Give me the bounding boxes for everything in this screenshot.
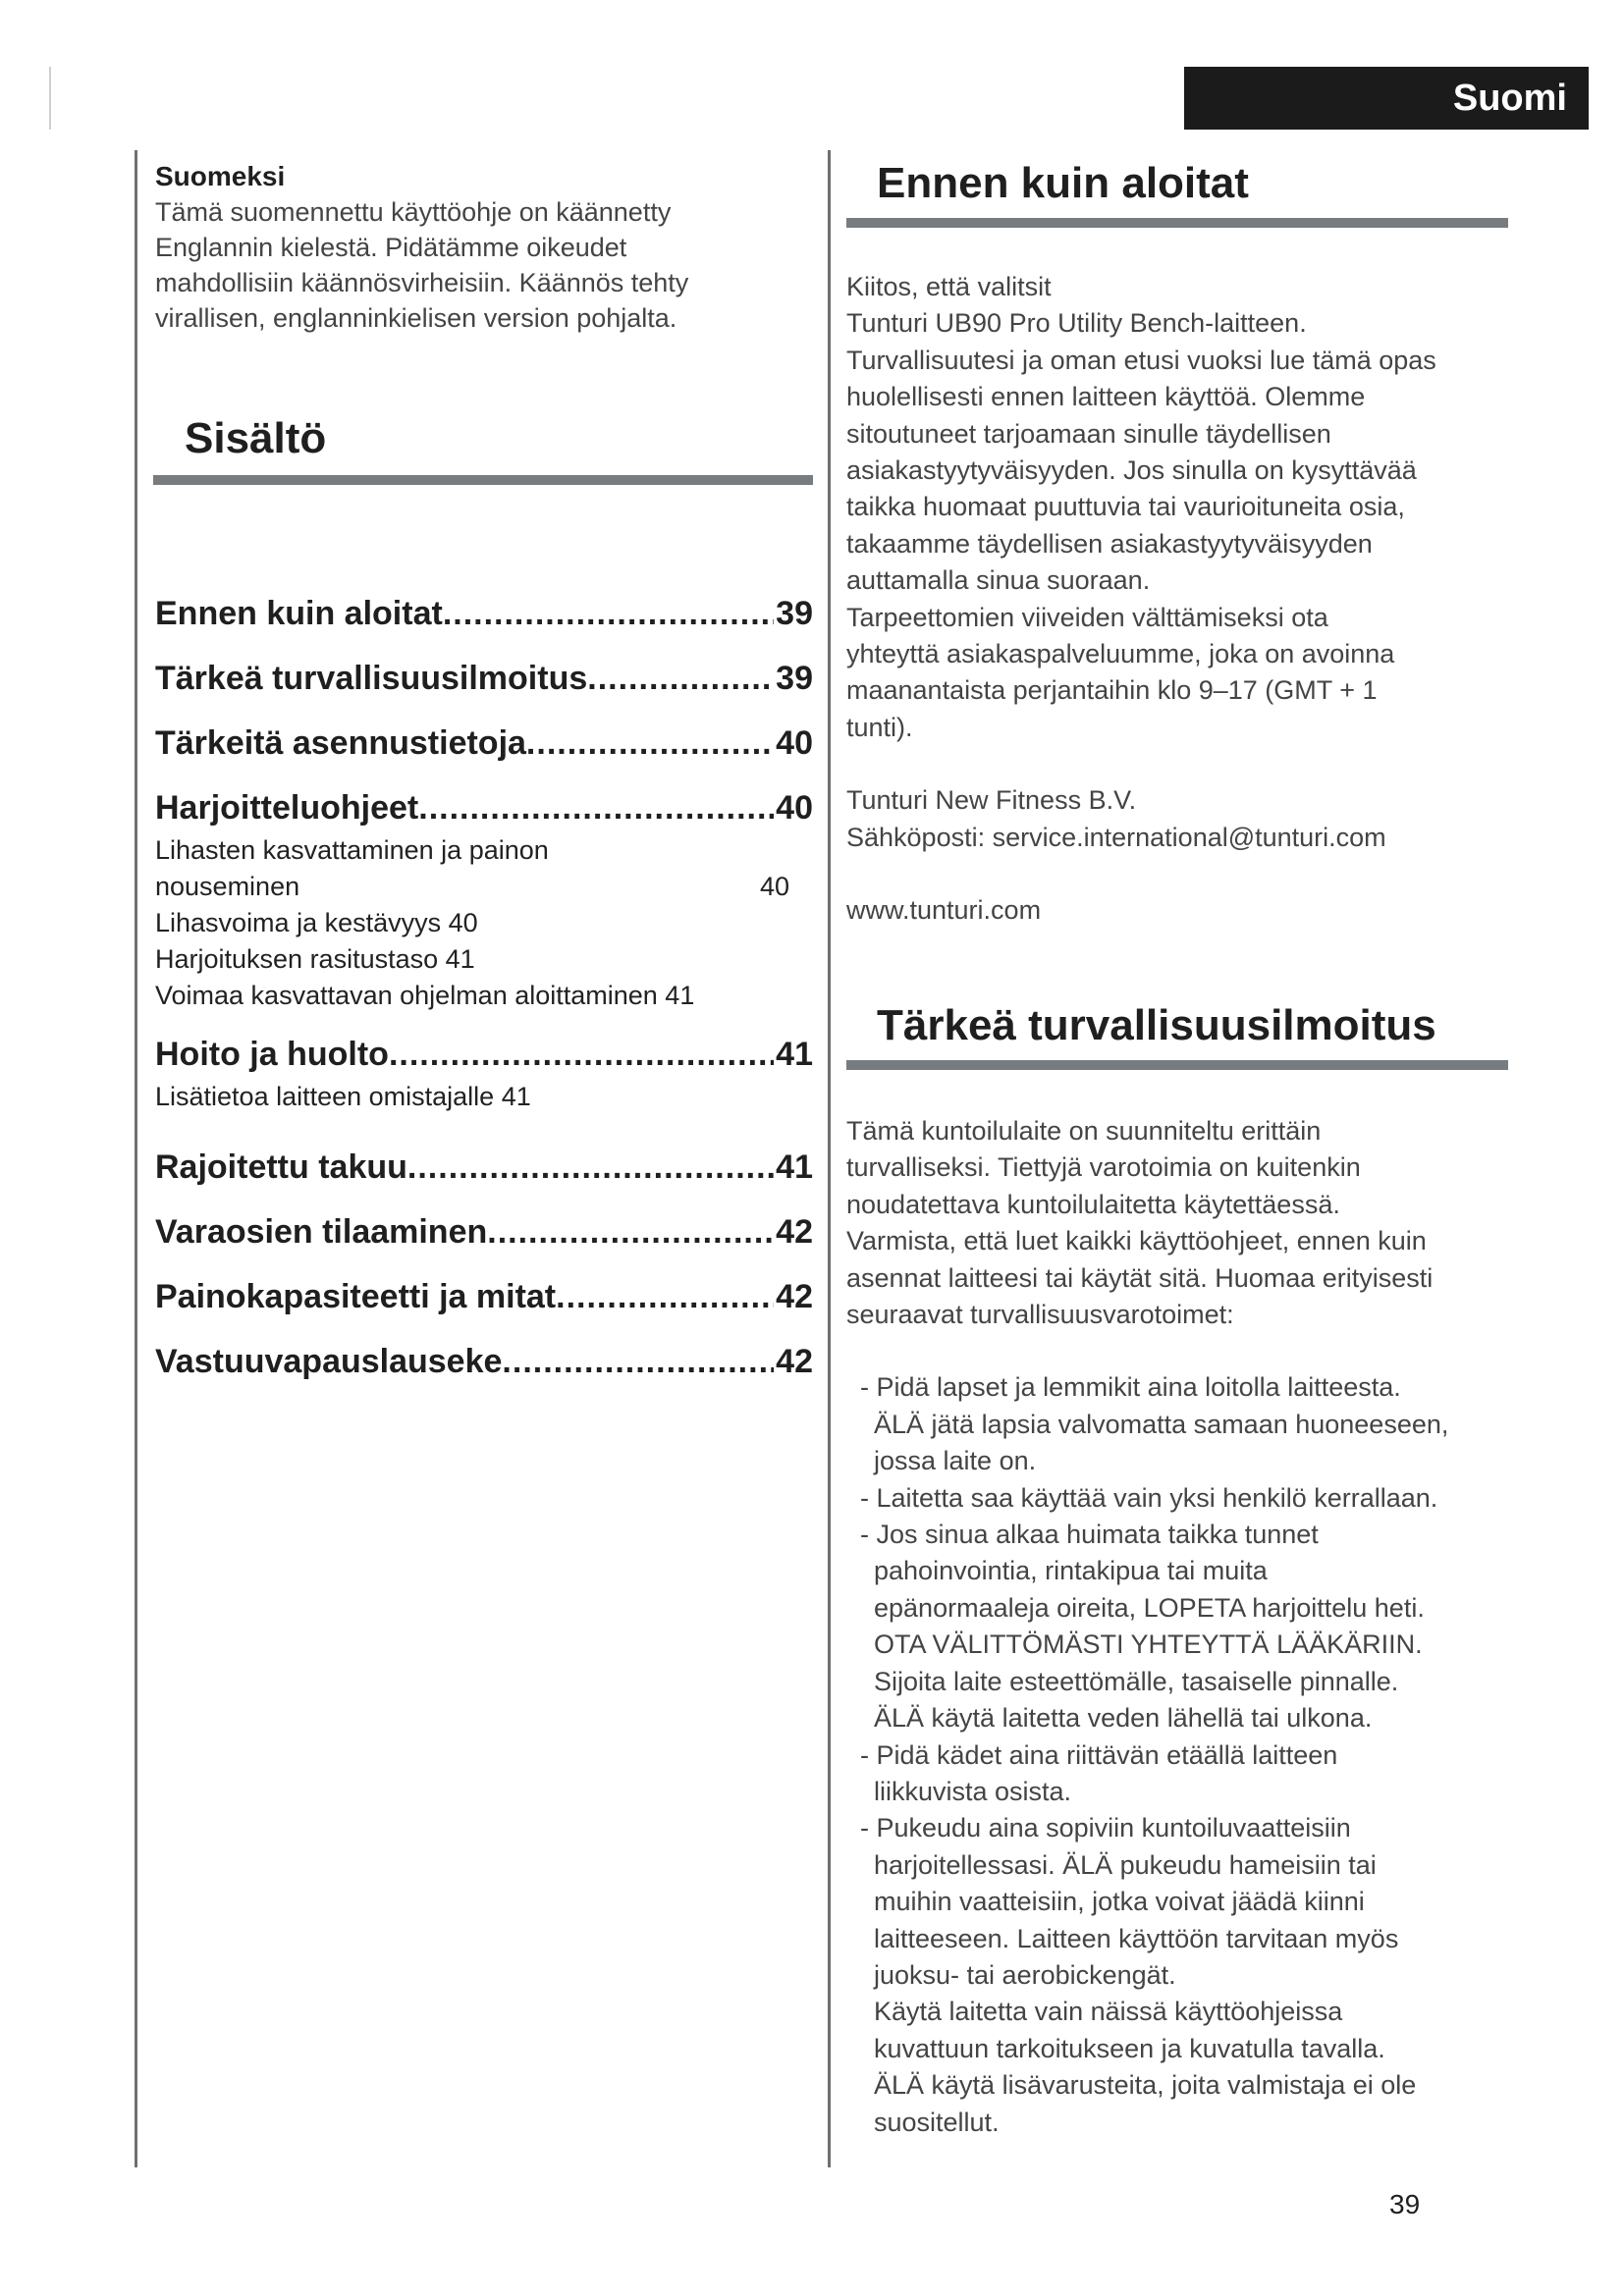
before-start-heading: Ennen kuin aloitat — [877, 159, 1249, 207]
safety-item: - Pukeudu aina sopiviin kuntoiluvaatteisiin — [846, 1810, 1534, 1846]
toc-subentry[interactable]: Lisätietoa laitteen omistajalle 41 — [155, 1082, 531, 1111]
contents-heading: Sisältö — [185, 414, 327, 462]
body-line: takaamme täydellisen asiakastyytyväisyyden — [846, 528, 1373, 559]
left-column-rule — [135, 150, 137, 2167]
toc-entry[interactable]: Harjoitteluohjeet ..... 40 — [155, 783, 813, 832]
table-of-contents — [155, 589, 813, 1386]
safety-item-continued: epänormaaleja oireita, LOPETA harjoittelu heti. — [874, 1592, 1425, 1623]
safety-item-continued: muihin vaatteisiin, jotka voivat jäädä kiinni — [874, 1887, 1365, 1917]
safety-item-continued: Sijoita laite esteettömälle, tasaiselle pinnalle. — [874, 1666, 1399, 1696]
before-start-body — [846, 269, 1524, 930]
center-column-rule — [828, 150, 831, 2167]
language-tab: Suomi — [1184, 67, 1589, 130]
safety-item-continued: laitteeseen. Laitteen käyttöön tarvitaan myös — [874, 1923, 1399, 1953]
toc-entry[interactable]: Painokapasiteetti ja mitat ..... 42 — [155, 1272, 813, 1321]
safety-item-continued: ÄLÄ käytä laitetta veden lähellä tai ulkona. — [874, 1703, 1373, 1734]
toc-subentry[interactable]: Harjoituksen rasitustaso 41 — [155, 944, 475, 974]
body-line: noudatettava kuntoilulaitetta käytettäessä. — [846, 1189, 1340, 1219]
body-line: turvalliseksi. Tiettyjä varotoimia on kuitenkin — [846, 1152, 1361, 1183]
page-number: 39 — [1389, 2189, 1421, 2219]
safety-item-continued: juoksu- tai aerobickengät. — [874, 1959, 1176, 1990]
website-link[interactable]: www.tunturi.com — [846, 895, 1042, 926]
safety-item: - Laitetta saa käyttää vain yksi henkilö kerrallaan. — [846, 1480, 1534, 1517]
body-line: tunti). — [846, 712, 913, 742]
body-line: Varmista, että luet kaikki käyttöohjeet, ennen kuin — [846, 1226, 1427, 1256]
safety-item-continued: ÄLÄ jätä lapsia valvomatta samaan huoneeseen, — [874, 1409, 1449, 1439]
toc-entry[interactable]: Varaosien tilaaminen ..... 42 — [155, 1207, 813, 1256]
safety-item-continued: suositellut. — [874, 2107, 1000, 2137]
page-edge-mark — [49, 67, 51, 130]
translation-note-line: mahdollisiin käännösvirheisiin. Käännös tehty — [155, 268, 689, 297]
body-line: Kiitos, että valitsit — [846, 272, 1052, 301]
toc-entry[interactable]: Tärkeitä asennustietoja ..... 40 — [155, 719, 813, 768]
toc-subentry[interactable]: nouseminen 40 — [155, 872, 789, 901]
safety-item: - Pidä lapset ja lemmikit aina loitolla laitteesta. — [846, 1369, 1534, 1406]
safety-item-continued: OTA VÄLITTÖMÄSTI YHTEYTTÄ LÄÄKÄRIIN. — [874, 1629, 1423, 1660]
body-line: Tunturi UB90 Pro Utility Bench-laitteen. — [846, 308, 1307, 339]
safety-heading: Tärkeä turvallisuusilmoitus — [877, 1001, 1436, 1049]
body-line: sitoutuneet tarjoamaan sinulle täydellisen — [846, 418, 1331, 449]
translation-note — [155, 159, 793, 336]
safety-item-continued: Käytä laitetta vain näissä käyttöohjeissa — [874, 1997, 1343, 2027]
toc-entry[interactable]: Rajoitettu takuu ..... 41 — [155, 1143, 813, 1192]
body-line: Tarpeettomien viiveiden välttämiseksi ota — [846, 602, 1328, 632]
toc-subentry[interactable]: Lihasvoima ja kestävyys 40 — [155, 908, 478, 937]
body-line: seuraavat turvallisuusvarotoimet: — [846, 1300, 1234, 1330]
body-line: taikka huomaat puuttuvia tai vaurioituneita osia, — [846, 492, 1405, 522]
toc-entry[interactable]: Ennen kuin aloitat ..... 39 — [155, 589, 813, 638]
toc-entry[interactable]: Tärkeä turvallisuusilmoitus ..... 39 — [155, 654, 813, 703]
body-line: maanantaista perjantaihin klo 9–17 (GMT + 1 — [846, 675, 1378, 706]
toc-entry[interactable]: Vastuuvapauslauseke ..... 42 — [155, 1337, 813, 1386]
toc-subentry[interactable]: Lihasten kasvattaminen ja painon — [155, 835, 549, 865]
safety-item-continued: liikkuvista osista. — [874, 1776, 1072, 1806]
body-line: Tämä kuntoilulaite on suunniteltu erittäin — [846, 1116, 1322, 1146]
safety-heading-rule — [846, 1060, 1508, 1070]
safety-item-continued: harjoitellessasi. ÄLÄ pukeudu hameisiin tai — [874, 1849, 1377, 1880]
safety-item-continued: ÄLÄ käytä lisävarusteita, joita valmistaja ei ole — [874, 2070, 1417, 2101]
before-start-heading-rule — [846, 218, 1508, 228]
body-line: yhteyttä asiakaspalveluumme, joka on avoinna — [846, 639, 1395, 669]
translation-note-title: Suomeksi — [155, 161, 286, 191]
body-line: huolellisesti ennen laitteen käyttöä. Olemme — [846, 382, 1366, 412]
safety-item-continued: jossa laite on. — [874, 1446, 1037, 1476]
safety-list — [846, 1369, 1534, 2141]
safety-body — [846, 1113, 1534, 2141]
translation-note-line: virallisen, englanninkielisen version pohjalta. — [155, 303, 677, 333]
safety-item-continued: pahoinvointia, rintakipua tai muita — [874, 1556, 1268, 1586]
company-name: Tunturi New Fitness B.V. — [846, 785, 1137, 816]
safety-item-continued: kuvattuun tarkoitukseen ja kuvatulla tavalla. — [874, 2033, 1385, 2063]
body-line: asennat laitteesi tai käytät sitä. Huomaa erityisesti — [846, 1262, 1434, 1293]
body-line: auttamalla sinua suoraan. — [846, 565, 1151, 596]
translation-note-line: Englannin kielestä. Pidätämme oikeudet — [155, 233, 627, 262]
contents-heading-rule — [153, 475, 813, 485]
support-email[interactable]: Sähköposti: service.international@tunturi.com — [846, 822, 1386, 852]
body-line: asiakastyytyväisyyden. Jos sinulla on kysyttävää — [846, 455, 1417, 486]
safety-item: - Pidä kädet aina riittävän etäällä laitteen — [846, 1737, 1534, 1774]
translation-note-line: Tämä suomennettu käyttöohje on käännetty — [155, 197, 672, 227]
body-line: Turvallisuutesi ja oman etusi vuoksi lue tämä opas — [846, 345, 1436, 375]
safety-item: - Jos sinua alkaa huimata taikka tunnet — [846, 1517, 1534, 1553]
toc-entry[interactable]: Hoito ja huolto ..... 41 — [155, 1030, 813, 1079]
toc-subentry[interactable]: Voimaa kasvattavan ohjelman aloittaminen 41 — [155, 981, 695, 1010]
